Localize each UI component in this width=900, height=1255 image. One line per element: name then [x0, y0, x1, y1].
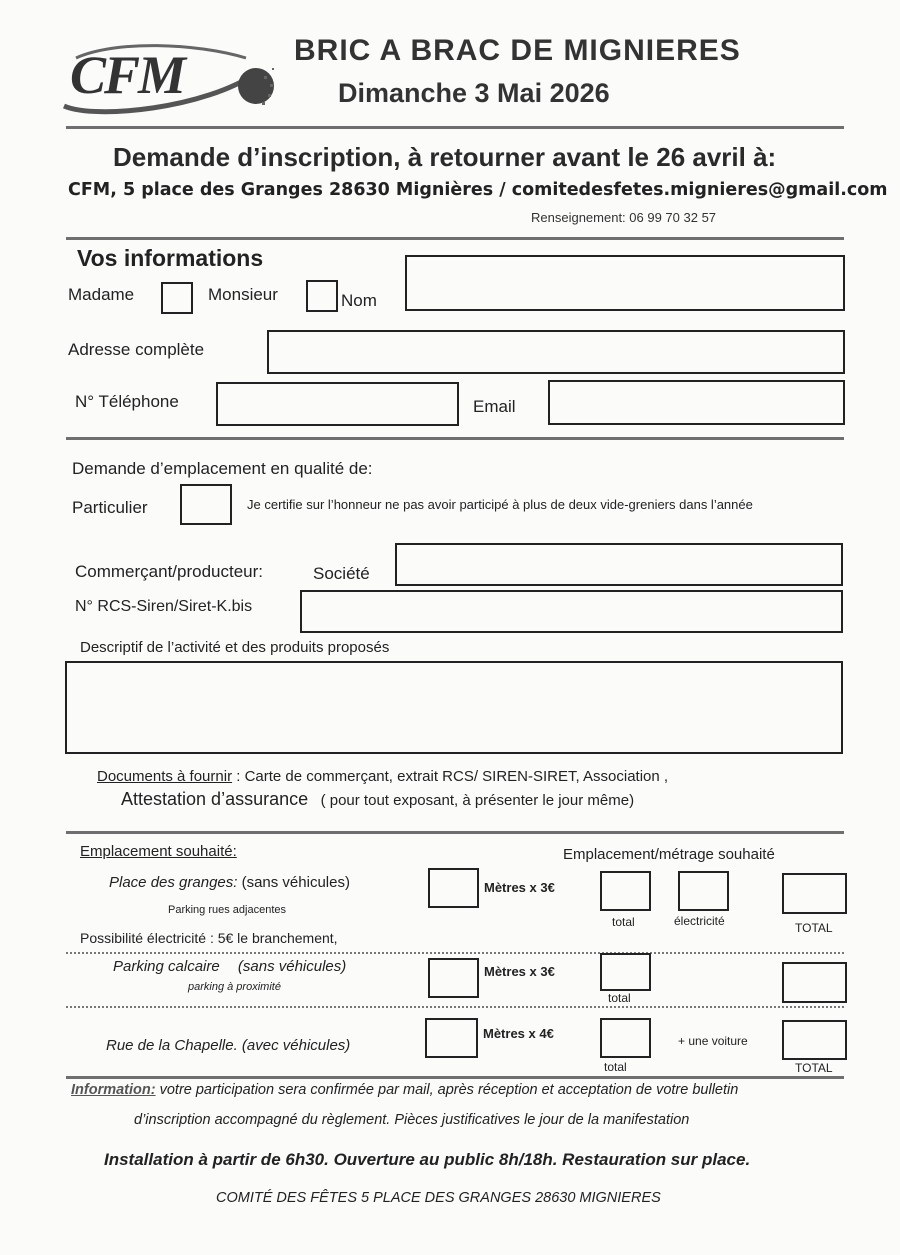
adresse-field[interactable] [267, 330, 845, 374]
telephone-field[interactable] [216, 382, 459, 426]
granges-price: Mètres x 3€ [484, 880, 555, 895]
row-separator [66, 1006, 844, 1008]
granges-electricite-label: électricité [674, 914, 725, 928]
emplacement-heading: Emplacement souhaité: [80, 843, 237, 860]
granges-electricite-box[interactable] [678, 871, 729, 911]
information-line1 [71, 1082, 738, 1098]
granges-total-box[interactable] [600, 871, 651, 911]
logo-text: CFM [70, 45, 185, 105]
chapelle-metres-box[interactable] [425, 1018, 478, 1058]
demande-heading: Demande d’emplacement en qualité de: [72, 459, 373, 478]
telephone-label: N° Téléphone [75, 392, 179, 411]
granges-suffix: (sans véhicules) [237, 874, 350, 891]
divider [66, 1076, 844, 1079]
attestation-label: Attestation d’assurance [121, 789, 309, 809]
calcaire-price: Mètres x 3€ [484, 964, 555, 979]
comite-address: COMITÉ DES FÊTES 5 PLACE DES GRANGES 28630 MIGNIERES [216, 1190, 661, 1206]
commercant-label: Commerçant/producteur: [75, 562, 264, 581]
chapelle-price: Mètres x 4€ [483, 1026, 554, 1041]
chapelle-total-label: total [604, 1060, 627, 1074]
request-heading: Demande d’inscription, à retourner avant le 26 avril à: [113, 142, 777, 172]
email-field[interactable] [548, 380, 845, 425]
calcaire-total-box[interactable] [600, 953, 651, 991]
granges-grand-total-box[interactable] [782, 873, 847, 914]
granges-total-label: total [612, 915, 635, 929]
attestation-line [121, 789, 634, 810]
particulier-label: Particulier [72, 498, 148, 517]
chapelle-label: Rue de la Chapelle. (avec véhicules) [106, 1037, 351, 1054]
societe-field[interactable] [395, 543, 843, 586]
granges-label-line [109, 874, 350, 891]
descriptif-label: Descriptif de l’activité et des produits proposés [80, 639, 390, 656]
info-phone: Renseignement: 06 99 70 32 57 [531, 210, 717, 225]
divider [66, 437, 844, 440]
calcaire-label: Parking calcaire [113, 958, 220, 975]
monsieur-label: Monsieur [208, 285, 278, 304]
adresse-label: Adresse complète [68, 340, 205, 359]
cfm-logo [56, 38, 276, 120]
metrage-heading: Emplacement/métrage souhaité [563, 846, 775, 863]
chapelle-grand-total-box[interactable] [782, 1020, 847, 1060]
documents-list: Carte de commerçant, extrait RCS/ SIREN-SIRET, Association , [244, 768, 669, 785]
documents-line [97, 768, 668, 785]
email-label: Email [473, 397, 516, 416]
chapelle-grand-total-label: TOTAL [795, 1061, 833, 1075]
electricite-note: Possibilité électricité : 5€ le branchement, [80, 930, 338, 946]
divider [66, 126, 844, 129]
documents-label: Documents à fournir [97, 768, 233, 785]
granges-label: Place des granges: [109, 874, 238, 891]
chapelle-voiture: + une voiture [678, 1034, 748, 1048]
rcs-label: N° RCS-Siren/Siret-K.bis [75, 598, 253, 615]
event-date: Dimanche 3 Mai 2026 [338, 78, 610, 108]
rcs-field[interactable] [300, 590, 843, 633]
calcaire-suffix: (sans véhicules) [237, 958, 347, 975]
calcaire-sub: parking à proximité [188, 981, 281, 993]
calcaire-metres-box[interactable] [428, 958, 479, 998]
information-line2: d’inscription accompagné du règlement. Pièces justificatives le jour de la manifestation [134, 1112, 690, 1128]
descriptif-field[interactable] [65, 661, 843, 754]
particulier-checkbox[interactable] [180, 484, 232, 525]
information-label: Information: [71, 1082, 156, 1098]
calcaire-total-label: total [608, 991, 631, 1005]
madame-checkbox[interactable] [161, 282, 193, 314]
granges-grand-total-label: TOTAL [795, 921, 833, 935]
societe-label: Société [313, 564, 370, 583]
nom-label: Nom [341, 291, 377, 310]
chapelle-total-box[interactable] [600, 1018, 651, 1058]
address-email: CFM, 5 place des Granges 28630 Mignières / comitedesfetes.mignieres@gmail.com [68, 180, 888, 200]
installation-text: Installation à partir de 6h30. Ouverture au public 8h/18h. Restauration sur place. [104, 1150, 751, 1169]
page-title: BRIC A BRAC DE MIGNIERES [294, 34, 741, 67]
divider [66, 831, 844, 834]
documents-separator: : [232, 768, 245, 785]
information-text1: votre participation sera confirmée par mail, après réception et acceptation de votre bulletin [155, 1082, 739, 1098]
divider [66, 237, 844, 240]
row-separator [66, 952, 844, 954]
calcaire-label-line [113, 958, 346, 975]
calcaire-grand-total-box[interactable] [782, 962, 847, 1003]
nom-field[interactable] [405, 255, 845, 311]
monsieur-checkbox[interactable] [306, 280, 338, 312]
granges-sub: Parking rues adjacentes [168, 904, 287, 916]
certification-text: Je certifie sur l’honneur ne pas avoir participé à plus de deux vide-greniers dans l’année [247, 497, 753, 512]
attestation-note: ( pour tout exposant, à présenter le jour même) [320, 792, 635, 809]
granges-metres-box[interactable] [428, 868, 479, 908]
madame-label: Madame [68, 285, 135, 304]
section-heading-info: Vos informations [77, 245, 264, 271]
